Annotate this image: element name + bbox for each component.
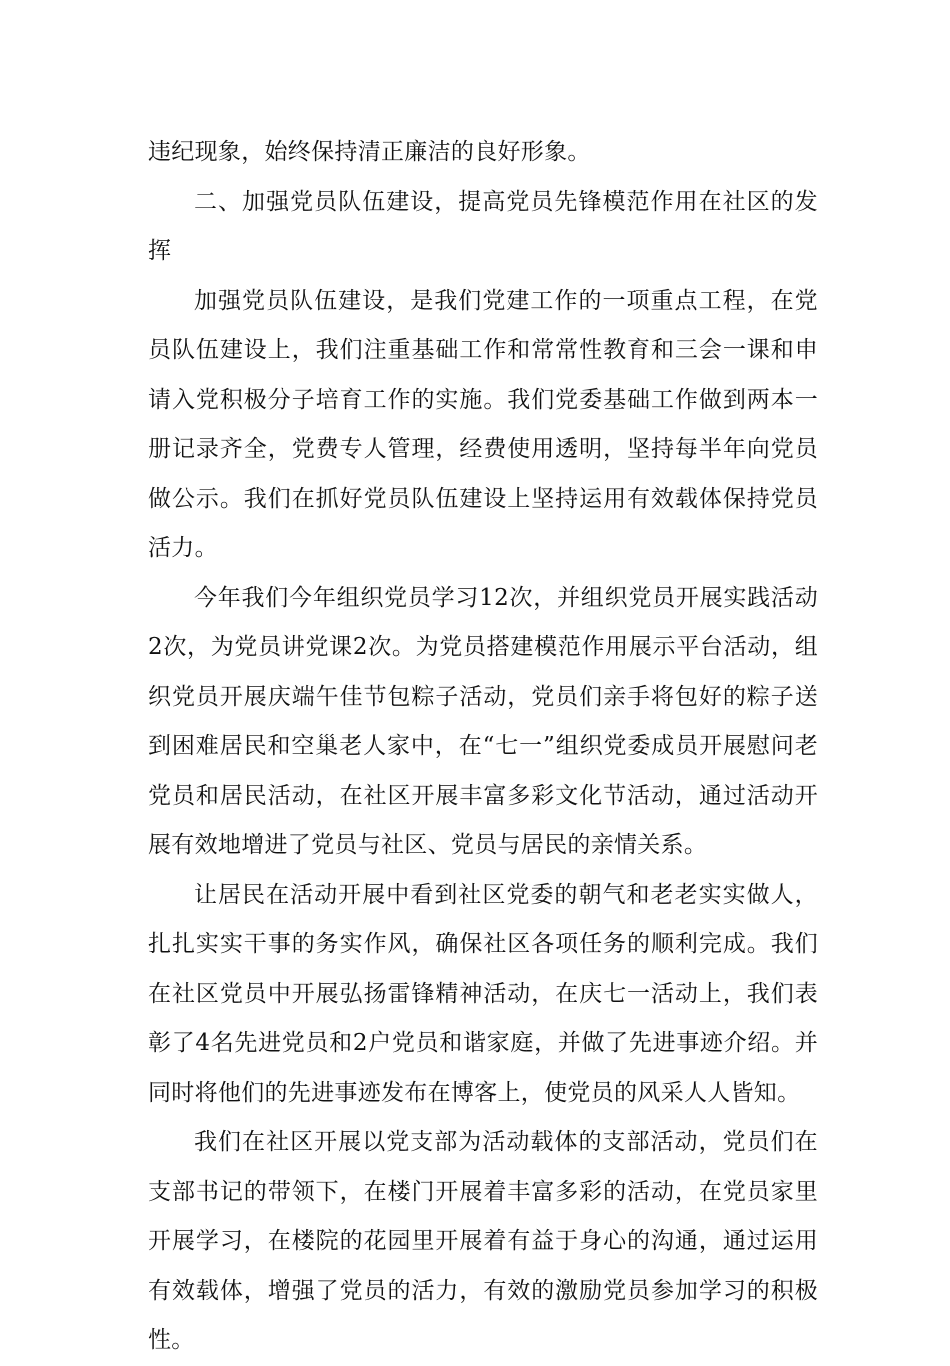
document-body: [148, 128, 818, 1366]
paragraph-residents-see: 让居民在活动开展中看到社区党委的朝气和老老实实做人，扎扎实实干事的务实作风，确保社区各项任务的顺利完成。我们在社区党员中开展弘扬雷锋精神活动，在庆七一活动上，我们表彰了4名先进党员和2户党员和谐家庭，并做了先进事迹介绍。并同时将他们的先进事迹发布在博客上，使党员的风采人人皆知。: [148, 881, 818, 1106]
paragraph-party-team-building: 加强党员队伍建设，是我们党建工作的一项重点工程，在党员队伍建设上，我们注重基础工作和常常性教育和三会一课和申请入党积极分子培育工作的实施。我们党委基础工作做到两本一册记录齐全，党费专人管理，经费使用透明，坚持每半年向党员做公示。我们在抓好党员队伍建设上坚持运用有效载体保持党员活力。: [148, 287, 818, 561]
section-heading: 二、加强党员队伍建设，提高党员先锋模范作用在社区的发挥: [148, 188, 818, 264]
paragraph-continuation: 违纪现象，始终保持清正廉洁的良好形象。: [148, 139, 591, 165]
paragraph-annual-activities: 今年我们今年组织党员学习12次，并组织党员开展实践活动2次，为党员讲党课2次。为党员搭建模范作用展示平台活动，组织党员开展庆端午佳节包粽子活动，党员们亲手将包好的粽子送到困难居民和空巢老人家中，在“七一”组织党委成员开展慰问老党员和居民活动，在社区开展丰富多彩文化节活动，通过活动开展有效地增进了党员与社区、党员与居民的亲情关系。: [148, 584, 818, 858]
paragraph-branch-activities: 我们在社区开展以党支部为活动载体的支部活动，党员们在支部书记的带领下，在楼门开展着丰富多彩的活动，在党员家里开展学习，在楼院的花园里开展着有益于身心的沟通，通过运用有效载体，增强了党员的活力，有效的激励党员参加学习的积极性。: [148, 1129, 818, 1353]
